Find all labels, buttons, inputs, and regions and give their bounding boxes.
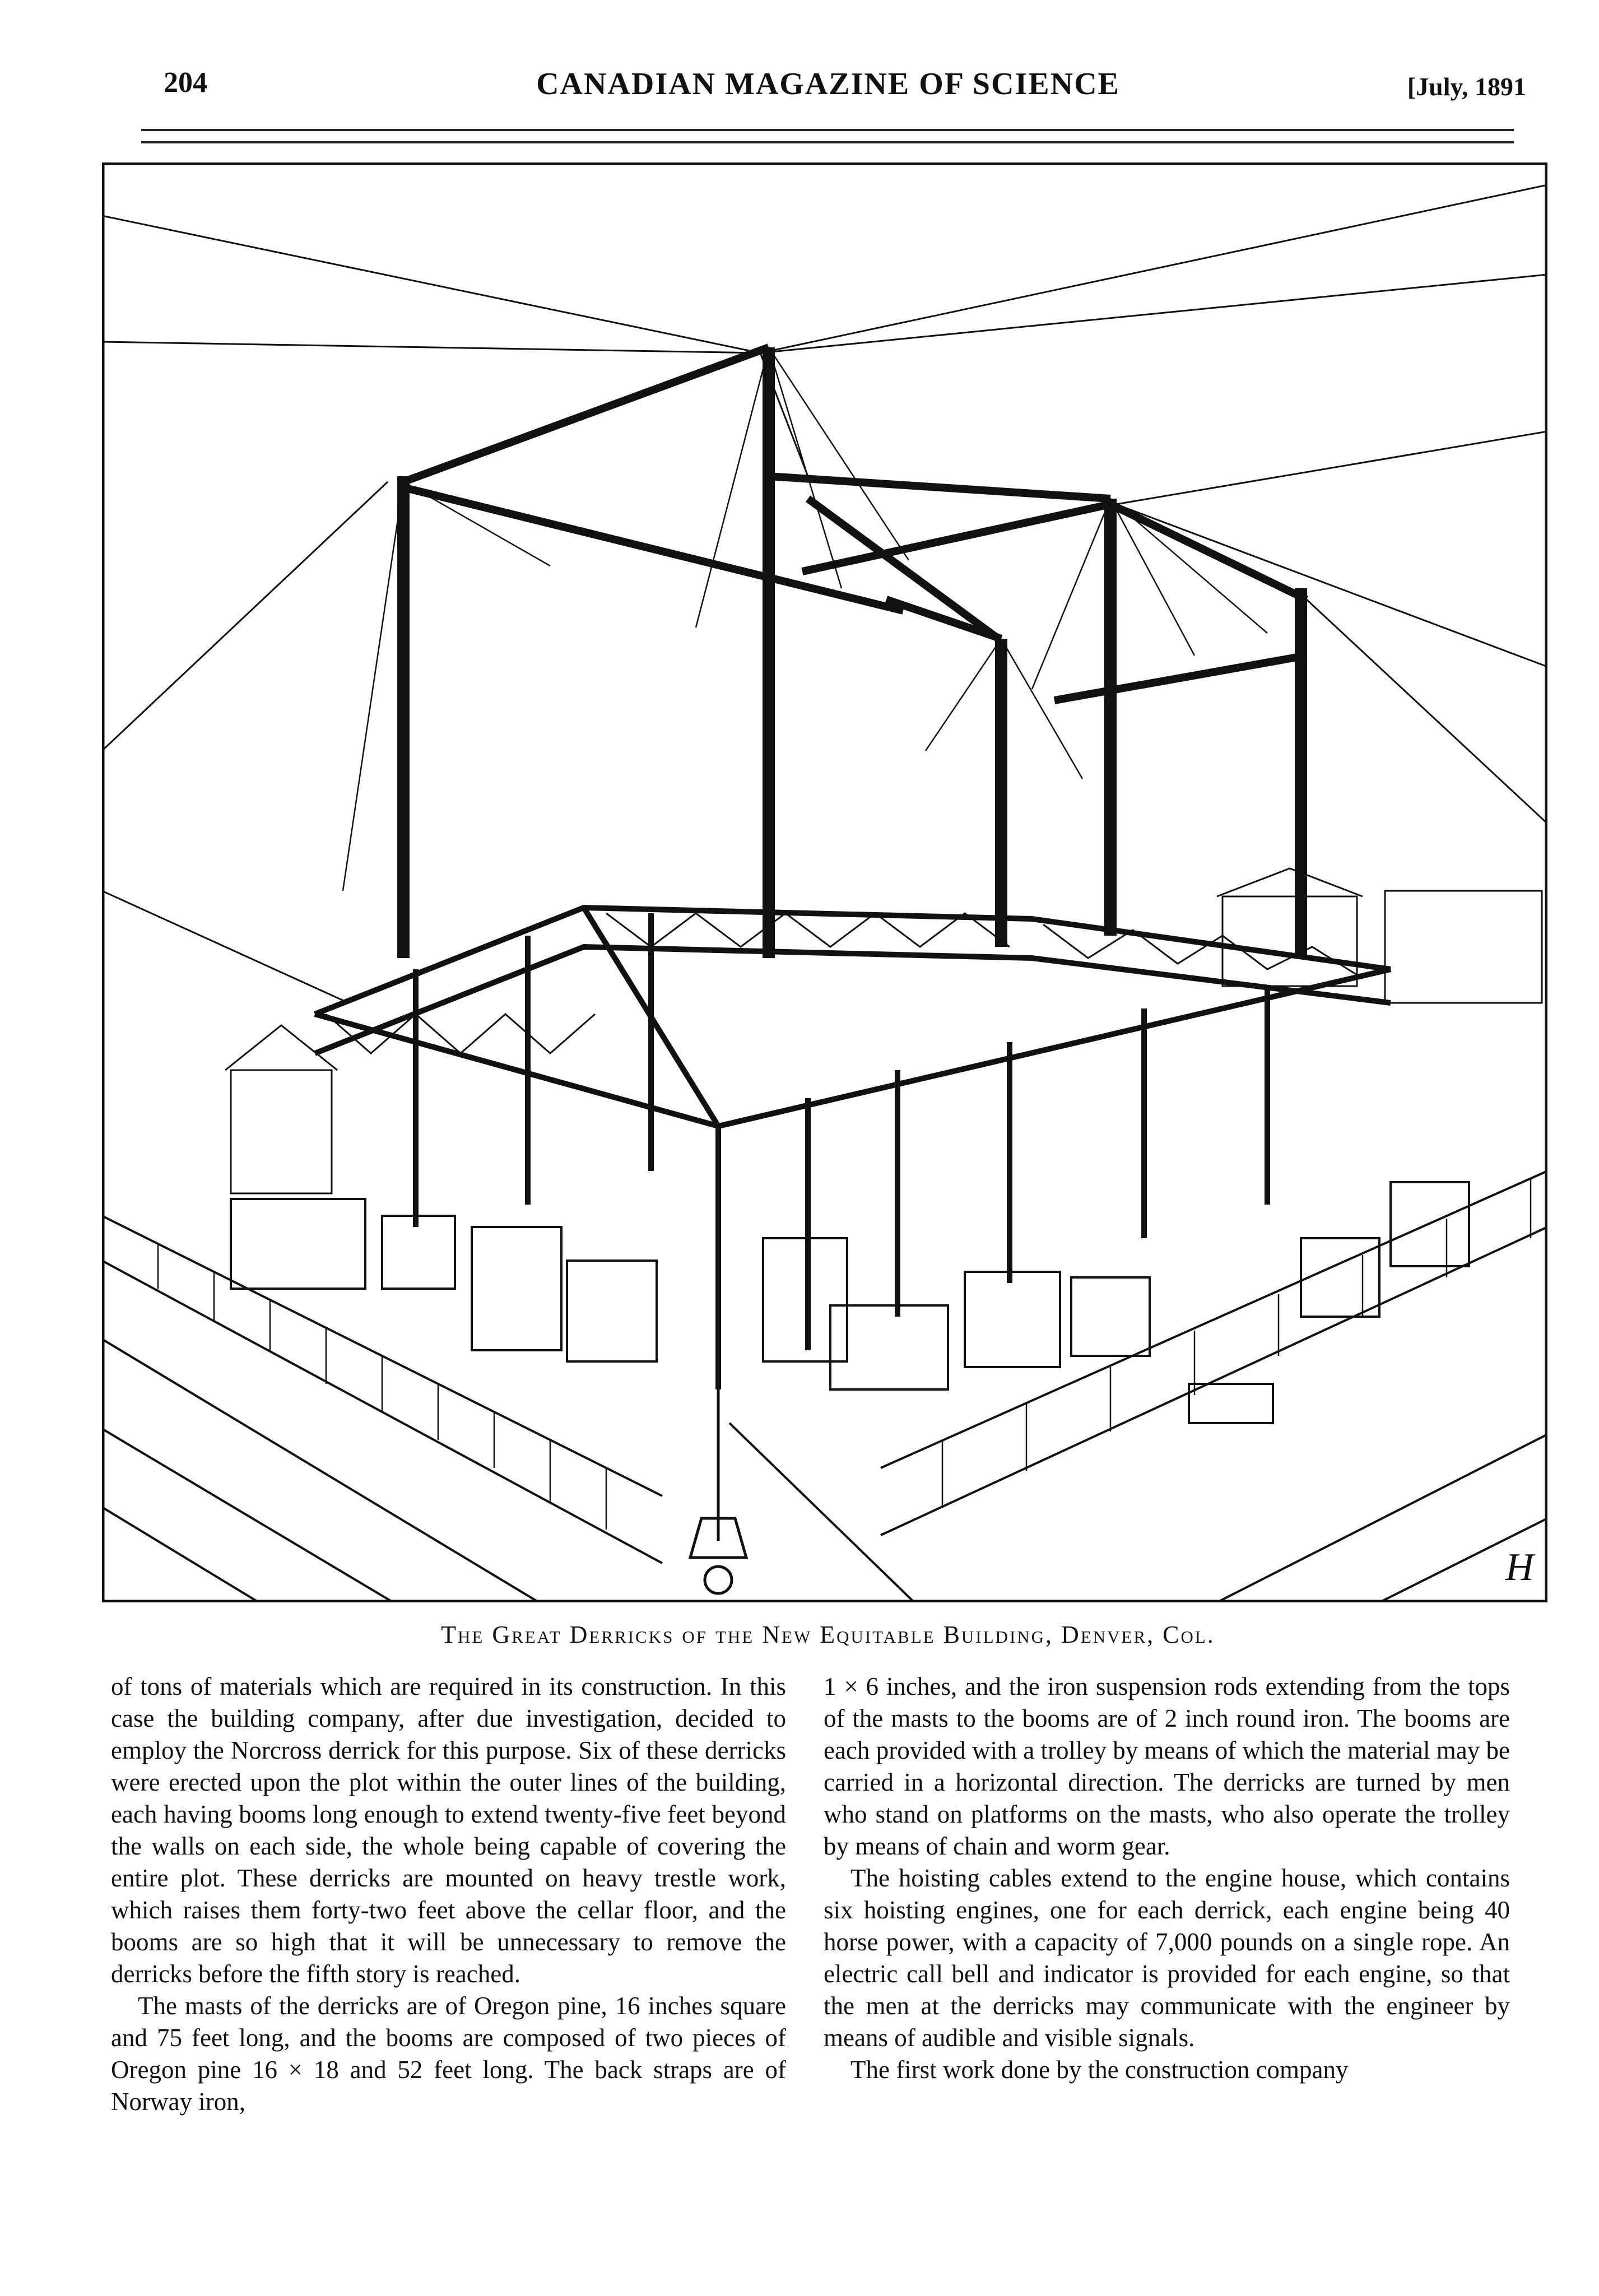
- paragraph: The masts of the derricks are of Oregon pine, 16 inches square and 75 feet long, and the booms are composed of two pieces of Oregon pine 16 × 18 and 52 feet long. The back straps are of Norway iron,: [111, 1992, 786, 2116]
- issue-date: [July, 1891: [1407, 72, 1526, 101]
- paragraph: 1 × 6 inches, and the iron suspension rods extending from the tops of the masts to the booms are of 2 inch round iron. The booms are each provided with a trolley by means of which the material may be carried in a horizontal direction. The derricks are turned by men who stand on platforms on the masts, who also operate the trolley by means of chain and worm gear.: [824, 1672, 1510, 1860]
- text-column-left: [111, 1671, 786, 2118]
- derricks-engraving-illustration: [102, 162, 1547, 1602]
- paragraph: of tons of materials which are required in its construction. In this case the building company, after due investigation, decided to employ the Norcross derrick for this purpose. Six of these derricks were erected upon the plot within the outer lines of the building, each having booms long enough to extend twenty-five feet beyond the walls on each side, the whole being capable of covering the entire plot. These derricks are mounted on heavy trestle work, which raises them forty-two feet above the cellar floor, and the booms are so high that it will be unnecessary to remove the derricks before the fifth story is reached.: [111, 1672, 786, 1988]
- page-number: 204: [164, 67, 207, 99]
- hanging-hook-load: [690, 1384, 746, 1593]
- figure-frame: [103, 164, 1546, 1601]
- paragraph: The hoisting cables extend to the engine house, which contains six hoisting engines, one for each derrick, each engine being 40 horse power, with a capacity of 7,000 pounds on a single rope. An electric call bell and indicator is provided for each engine, so that the men at the derricks may communicate with the engineer by means of audible and visible signals.: [824, 1864, 1510, 2052]
- header-rule-bottom: [141, 141, 1514, 143]
- header-rule-top: [141, 129, 1514, 131]
- paragraph: The first work done by the construction company: [850, 2056, 1349, 2084]
- page-header: [130, 66, 1526, 117]
- derrick-booms: [403, 347, 1307, 700]
- engraver-signature: H: [1505, 1546, 1534, 1589]
- derrick-masts: [403, 347, 1301, 958]
- text-column-right: [824, 1671, 1510, 2086]
- trestle-work: [315, 908, 1391, 1389]
- running-title: CANADIAN MAGAZINE OF SCIENCE: [536, 67, 1120, 101]
- engraving-figure: [102, 162, 1547, 1602]
- figure-caption: The Great Derricks of the New Equitable Building, Denver, Col.: [441, 1621, 1215, 1648]
- board-fence: [102, 1171, 1547, 1563]
